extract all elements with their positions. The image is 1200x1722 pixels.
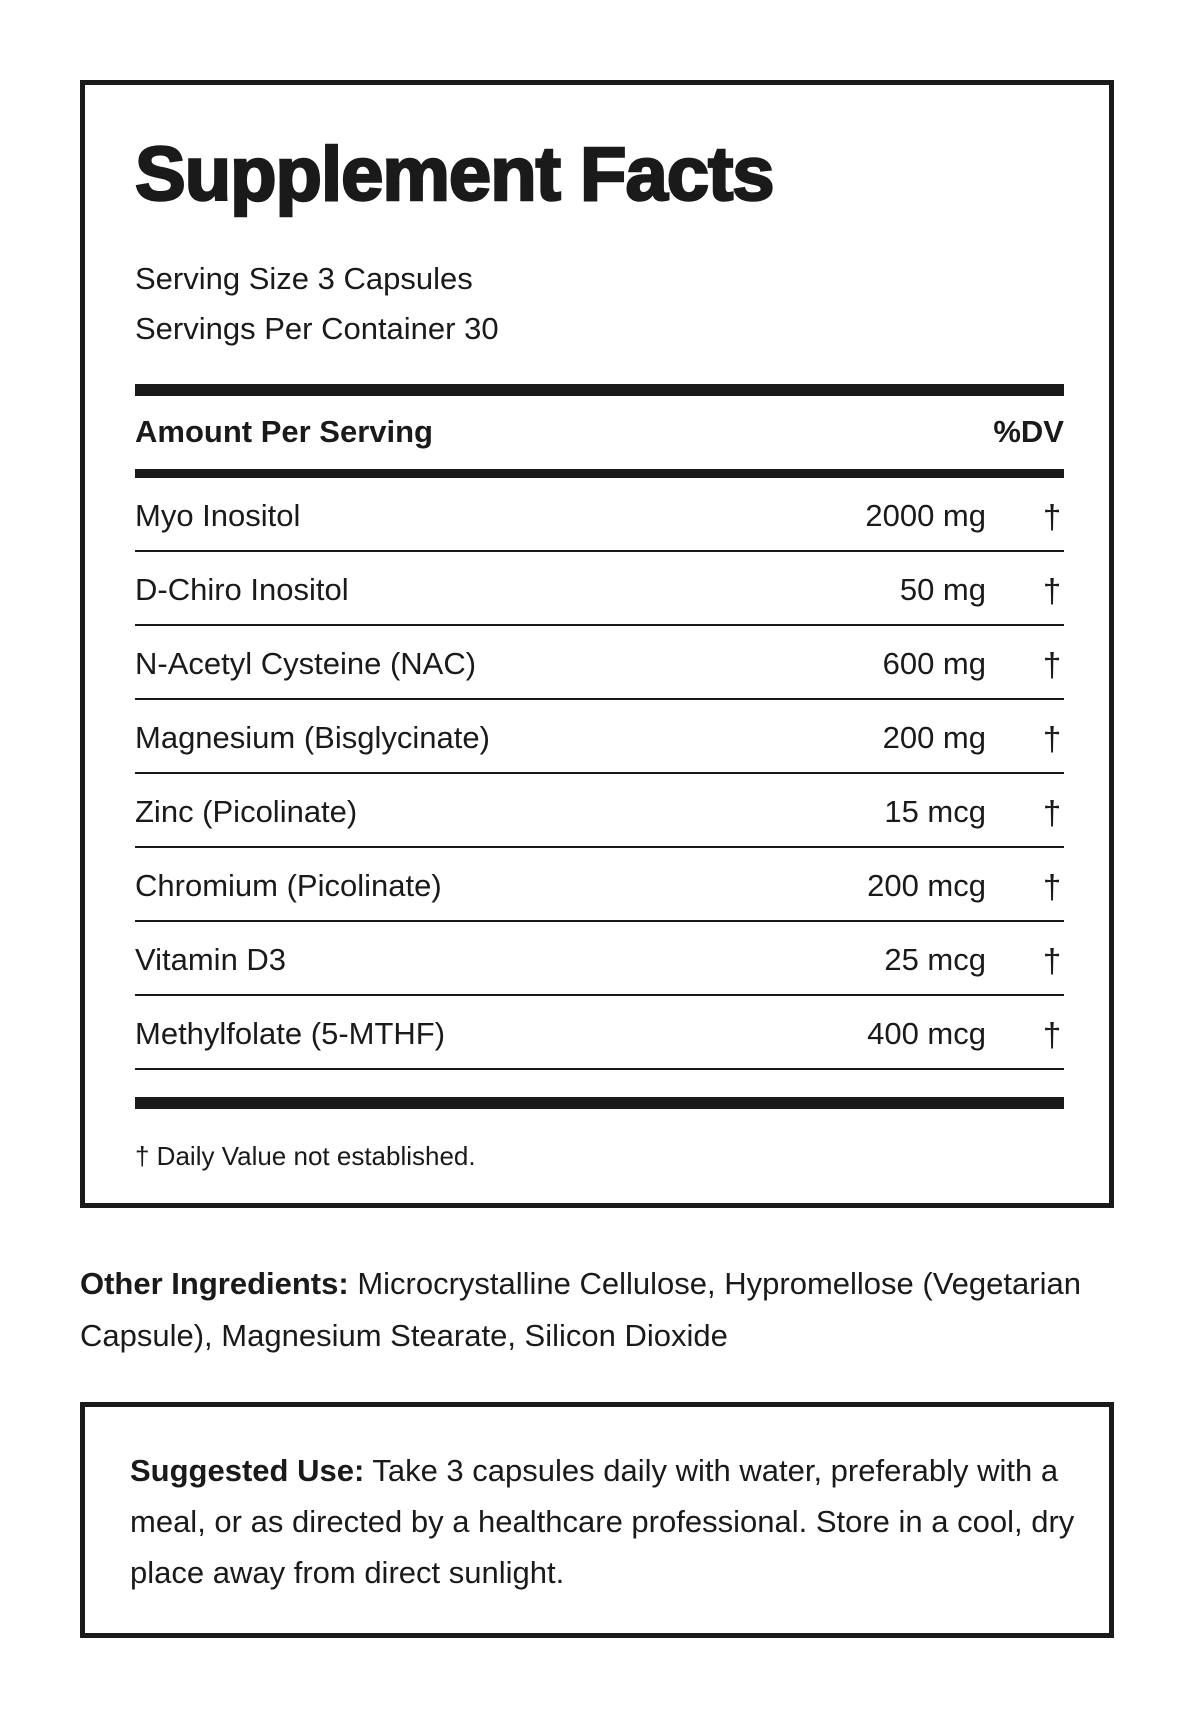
thick-divider-top [135, 384, 1064, 396]
ingredient-row [135, 700, 1064, 774]
dagger-mark: † [1042, 498, 1062, 535]
ingredient-amount: 25 mcg [884, 942, 986, 977]
ingredient-amount: 400 mcg [867, 1016, 986, 1051]
suggested-use-label: Suggested Use: [130, 1453, 365, 1488]
ingredient-name: Chromium (Picolinate) [135, 868, 442, 903]
ingredient-row [135, 848, 1064, 922]
suggested-use-text: Take 3 capsules daily with water, preferably with a meal, or as directed by a healthcare professional. Store in a cool, dry place away from direct sunlight. [130, 1453, 1075, 1590]
dagger-mark: † [1042, 942, 1062, 979]
dagger-mark: † [1042, 868, 1062, 905]
thick-divider-middle [135, 469, 1064, 478]
ingredient-name: Magnesium (Bisglycinate) [135, 720, 490, 755]
other-ingredients-text: Microcrystalline Cellulose, Hypromellose (Vegetarian Capsule), Magnesium Stearate, Silicon Dioxide [80, 1266, 1081, 1353]
ingredient-row [135, 922, 1064, 996]
daily-value-header: %DV [993, 414, 1064, 449]
ingredient-amount: 200 mcg [867, 868, 986, 903]
panel-title: Supplement Facts [135, 132, 774, 217]
ingredient-amount: 200 mg [882, 720, 986, 755]
ingredient-name: Myo Inositol [135, 498, 301, 533]
ingredient-amount: 2000 mg [865, 498, 986, 533]
ingredient-list [135, 478, 1064, 1070]
daily-value-footnote: † Daily Value not established. [135, 1141, 476, 1171]
ingredient-row [135, 626, 1064, 700]
suggested-use [130, 1445, 1080, 1598]
ingredient-amount: 50 mg [899, 572, 986, 607]
ingredient-name: Methylfolate (5-MTHF) [135, 1016, 446, 1051]
other-ingredients-label: Other Ingredients: [80, 1266, 349, 1301]
amount-per-serving-header: Amount Per Serving [135, 414, 433, 449]
serving-size: Serving Size 3 Capsules [135, 261, 473, 296]
dagger-mark: † [1042, 720, 1062, 757]
ingredient-name: Zinc (Picolinate) [135, 794, 358, 829]
supplement-facts-panel [80, 80, 1114, 1208]
thick-divider-bottom [135, 1097, 1064, 1109]
other-ingredients [80, 1258, 1120, 1362]
servings-per-container: Servings Per Container 30 [135, 311, 499, 346]
dagger-mark: † [1042, 572, 1062, 609]
ingredient-row [135, 774, 1064, 848]
ingredient-name: Vitamin D3 [135, 942, 287, 977]
dagger-mark: † [1042, 646, 1062, 683]
ingredient-name: N-Acetyl Cysteine (NAC) [135, 646, 477, 681]
ingredient-amount: 15 mcg [884, 794, 986, 829]
ingredient-row [135, 552, 1064, 626]
dagger-mark: † [1042, 1016, 1062, 1053]
ingredient-name: D-Chiro Inositol [135, 572, 349, 607]
suggested-use-panel [80, 1402, 1114, 1638]
ingredient-row [135, 478, 1064, 552]
ingredient-row [135, 996, 1064, 1070]
dagger-mark: † [1042, 794, 1062, 831]
ingredient-amount: 600 mg [882, 646, 986, 681]
